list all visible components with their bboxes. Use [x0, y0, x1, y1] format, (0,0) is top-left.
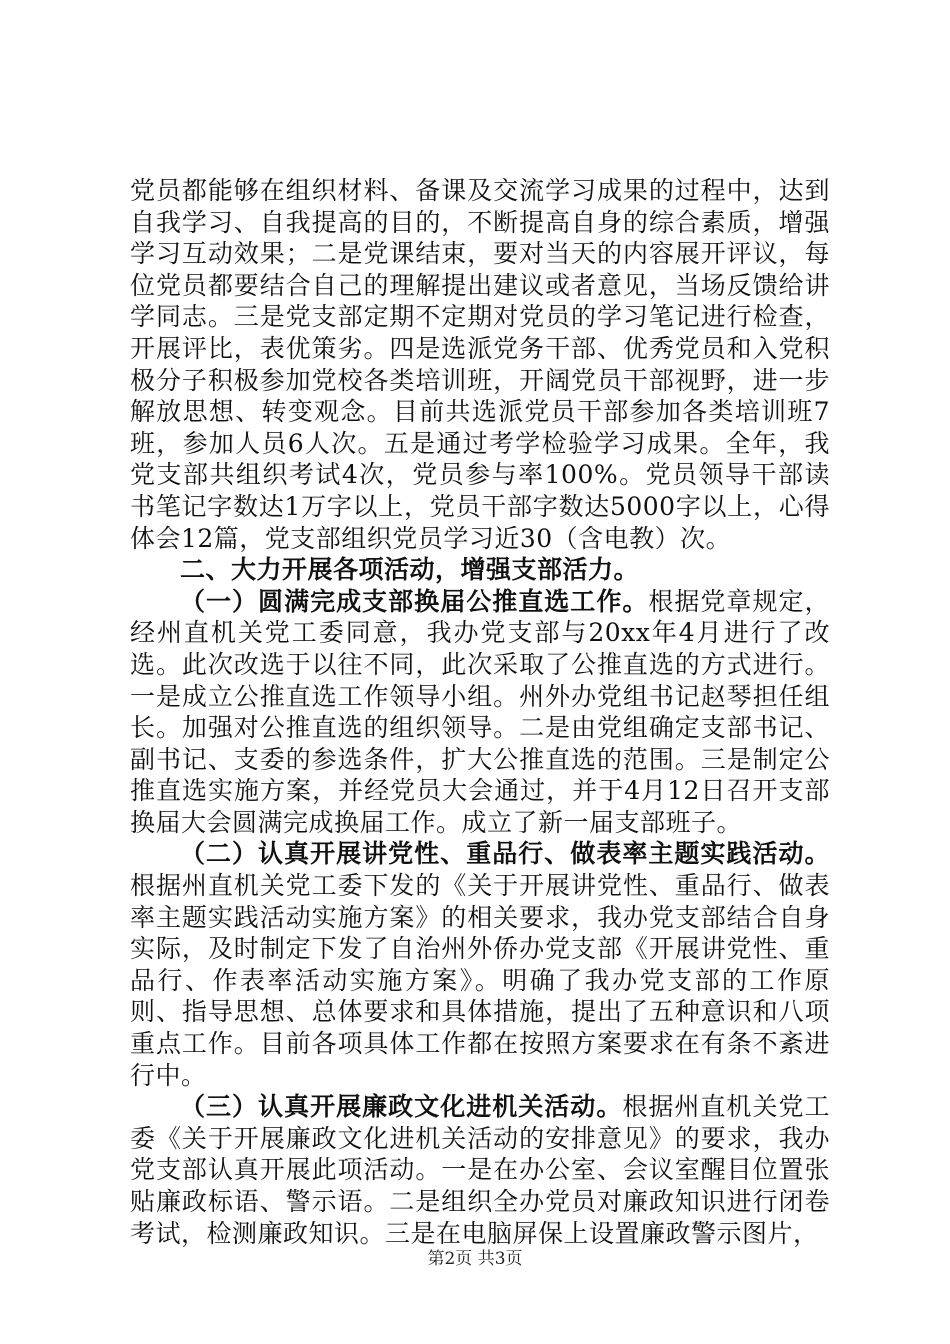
page-footer	[0, 1244, 950, 1269]
paragraph-text: 根据党章规定，经州直机关党工委同意，我办党支部与20xx年4月进行了改选。此次改选于以往不同，此次采取了公推直选的方式进行。一是成立公推直选工作领导小组。州外办党组书记赵琴担任组长。加强对公推直选的组织领导。二是由党组确定支部书记、副书记、支委的参选条件，扩大公推直选的范围。三是制定公推直选实施方案，并经党员大会通过，并于4月12日召开支部换届大会圆满完成换届工作。成立了新一届支部班子。	[130, 586, 830, 837]
document-body	[130, 175, 830, 1249]
subheading-integrity-culture: （三）认真开展廉政文化进机关活动。	[180, 1092, 623, 1122]
subheading-practice-activity: （二）认真开展讲党性、重品行、做表率主题实践活动。	[180, 839, 830, 869]
paragraph-text: 党员都能够在组织材料、备课及交流学习成果的过程中，达到自我学习、自我提高的目的，不断提高自身的综合素质，增强学习互动效果；二是党课结束，要对当天的内容展开评议，每位党员都要结合自己的理解提出建议或者意见，当场反馈给讲学同志。三是党支部定期不定期对党员的学习笔记进行检查，开展评比，表优策劣。四是选派党务干部、优秀党员和入党积极分子积极参加党校各类培训班，开阔党员干部视野，进一步解放思想、转变观念。目前共选派党员干部参加各类培训班7班，参加人员6人次。五是通过考学检验学习成果。全年，我党支部共组织考试4次，党员参与率100%。党员领导干部读书笔记字数达1万字以上，党员干部字数达5000字以上，心得体会12篇，党支部组织党员学习近30（含电教）次。	[130, 176, 830, 553]
paragraph-text: 根据州直机关党工委《关于开展廉政文化进机关活动的安排意见》的要求，我办党支部认真开展此项活动。一是在办公室、会议室醒目位置张贴廉政标语、警示语。二是组织全办党员对廉政知识进行闭卷考试，检测廉政知识。三是在电脑屏保上设置廉政警示图片，	[130, 1092, 830, 1248]
paragraph-practice-activity	[130, 838, 830, 1091]
paragraph-study-results	[130, 175, 830, 554]
section-heading-text: 二、大力开展各项活动，增强支部活力。	[180, 555, 640, 585]
paragraph-integrity-culture	[130, 1091, 830, 1249]
paragraph-text: 根据州直机关党工委下发的《关于开展讲党性、重品行、做表率主题实践活动实施方案》的相关要求，我办党支部结合自身实际，及时制定下发了自治州外侨办党支部《开展讲党性、重品行、作表率活动实施方案》。明确了我办党支部的工作原则、指导思想、总体要求和具体措施，提出了五种意识和八项重点工作。目前各项具体工作都在按照方案要求在有条不紊进行中。	[130, 871, 830, 1090]
paragraph-election	[130, 586, 830, 839]
section-heading-activities	[130, 554, 830, 586]
subheading-election: （一）圆满完成支部换届公推直选工作。	[180, 586, 649, 616]
page-number-label: 第2页 共3页	[427, 1249, 523, 1269]
